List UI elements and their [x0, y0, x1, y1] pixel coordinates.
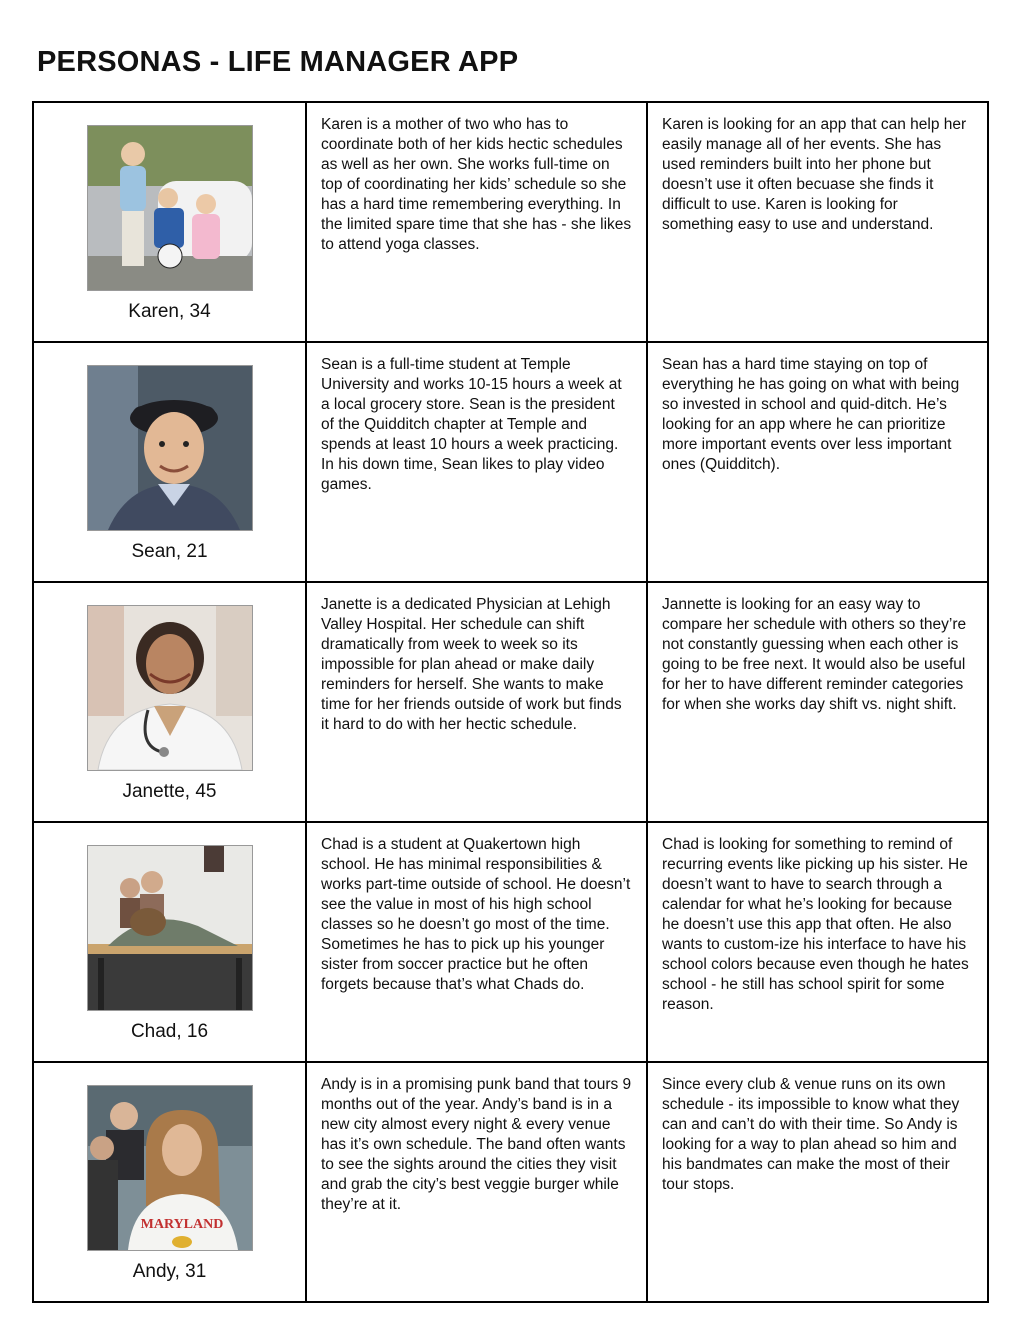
personas-table	[32, 101, 989, 1303]
persona-caption: Andy, 31	[132, 1261, 207, 1282]
persona-caption: Janette, 45	[122, 781, 217, 802]
persona-caption: Chad, 16	[130, 1021, 209, 1042]
persona-description: Sean is a full-time student at Temple University and works 10-15 hours a week at a local grocery store. Sean is the president of the Quidditch chapter at Temple and spends at least 10 hours a week practicing. In his down time, Sean likes to play video games.	[306, 342, 647, 582]
persona-description: Chad is a student at Quakertown high school. He has minimal responsibilities & works part-time outside of school. He doesn’t see the value in most of his high school classes so he doesn’t go most of the time. Sometimes he has to pick up his younger sister from soccer practice but he often forgets because that’s what Chads do.	[306, 822, 647, 1062]
persona-description: Andy is in a promising punk band that tours 9 months out of the year. Andy’s band is in a new city almost every night & every venue has it’s own schedule. The band often wants to see the sights around the cities they visit and grab the city’s best veggie burger while they’re at it.	[306, 1062, 647, 1302]
persona-description: Janette is a dedicated Physician at Lehigh Valley Hospital. Her schedule can shift dramatically from week to week so its impossible for plan ahead or make daily reminders for herself. She wants to make time for her friends outside of work but finds it hard to do with her hectic schedule.	[306, 582, 647, 822]
persona-goals: Jannette is looking for an easy way to compare her schedule with others so they’re not constantly guessing when each other is going to be free next. It would also be useful for her to have different reminder categories for when she works day shift vs. night shift.	[647, 582, 988, 822]
persona-caption: Karen, 34	[128, 301, 211, 322]
persona-photo-cell	[33, 1062, 306, 1302]
classroom-photo-icon	[87, 845, 253, 1011]
persona-photo-cell	[33, 582, 306, 822]
persona-row	[33, 1062, 988, 1302]
persona-goals: Chad is looking for something to remind of recurring events like picking up his sister. He doesn’t want to have to search through a calendar for what he’s looking for because he doesn’t use this app that often. He also wants to custom-ize his interface to have his school colors because even though he hates school - he still has school spirit for some reason.	[647, 822, 988, 1062]
persona-goals: Sean has a hard time staying on top of everything he has going on what with being so invested in school and quid-ditch. He’s looking for an app where he can prioritize more important events over less important ones (Quidditch).	[647, 342, 988, 582]
svg-text:MARYLAND: MARYLAND	[140, 1217, 223, 1232]
family-photo-icon	[87, 125, 253, 291]
page-title: PERSONAS - LIFE MANAGER APP	[37, 46, 519, 78]
persona-row	[33, 822, 988, 1062]
persona-photo-cell	[33, 822, 306, 1062]
persona-goals: Since every club & venue runs on its own schedule - its impossible to know what they can and can’t do with their time. So Andy is looking for a way to plan ahead so him and his bandmates can make the most of their tour stops.	[647, 1062, 988, 1302]
persona-row	[33, 582, 988, 822]
persona-goals: Karen is looking for an app that can help her easily manage all of her events. She has used reminders built into her phone but doesn’t use it often becuase she finds it difficult to use. Karen is looking for something easy to use and understand.	[647, 102, 988, 342]
persona-description: Karen is a mother of two who has to coordinate both of her kids hectic schedules as well as her own. She works full-time on top of coordinating her kids’ schedule so she has a hard time remembering everything. In the limited spare time that she has - she likes to attend yoga classes.	[306, 102, 647, 342]
persona-caption: Sean, 21	[131, 541, 208, 562]
persona-row	[33, 102, 988, 342]
persona-photo-cell	[33, 342, 306, 582]
doctor-photo-icon	[87, 605, 253, 771]
student-photo-icon	[87, 365, 253, 531]
persona-row	[33, 342, 988, 582]
persona-photo-cell	[33, 102, 306, 342]
band-photo-icon	[87, 1085, 253, 1251]
